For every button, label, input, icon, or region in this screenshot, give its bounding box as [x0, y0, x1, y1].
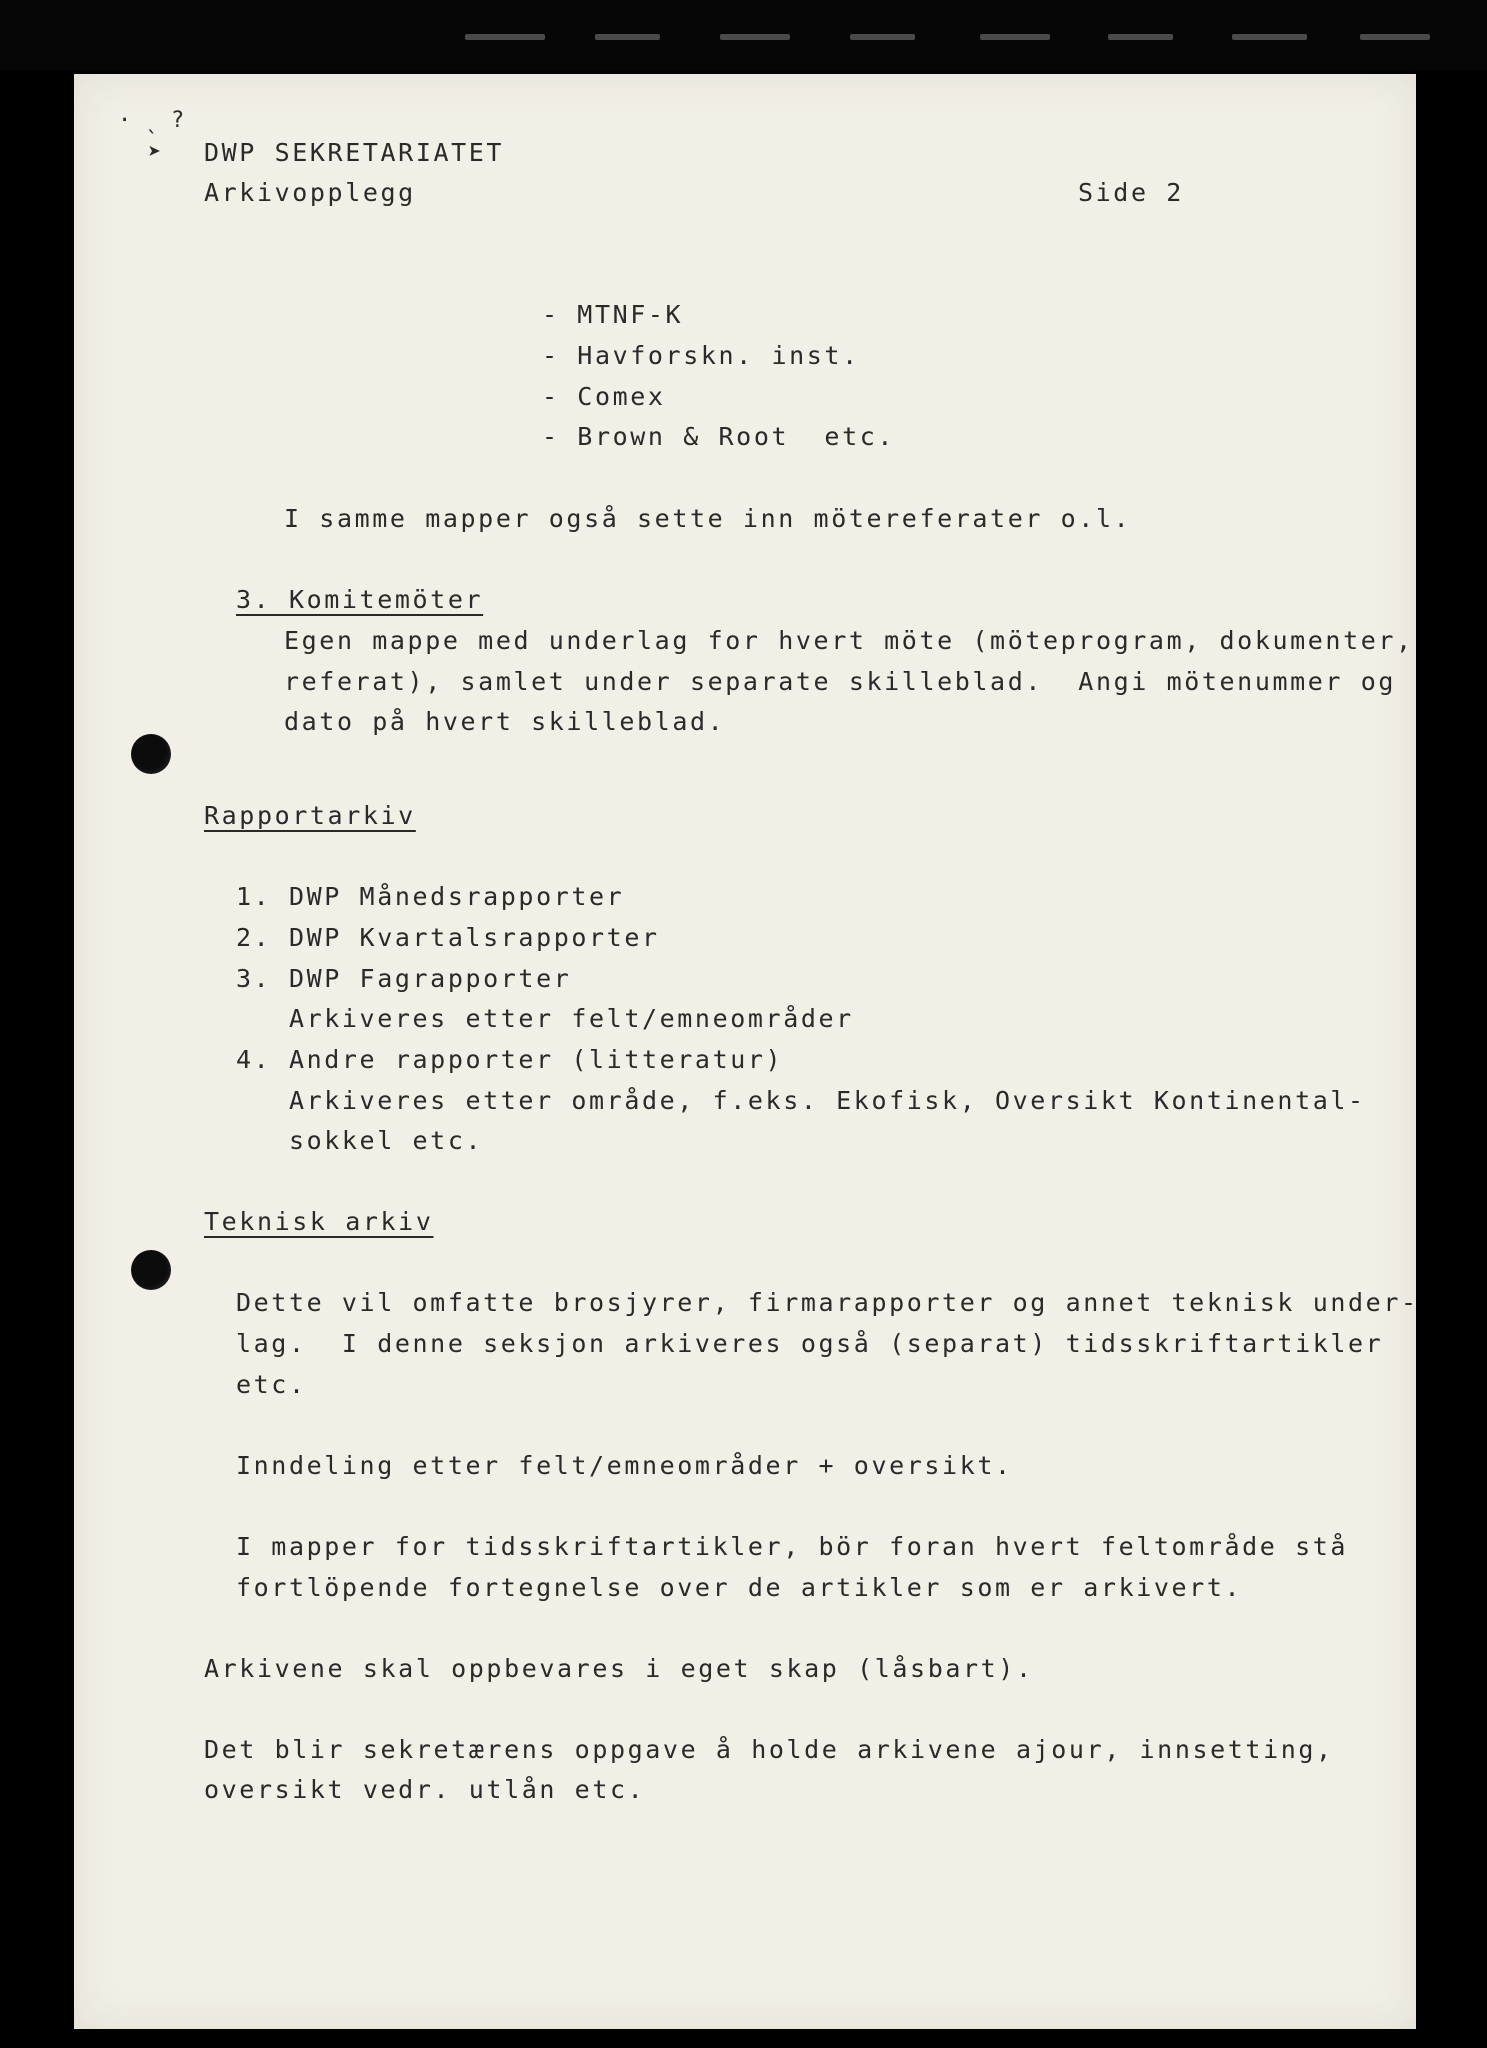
paragraph-line: referat), samlet under separate skilleblad. Angi mötenummer og	[284, 667, 1397, 696]
scanner-border	[0, 0, 1487, 70]
section-heading-committee: 3. Komitemöter	[236, 585, 484, 614]
ruler-tick	[850, 34, 915, 40]
list-item: sokkel etc.	[236, 1126, 484, 1155]
document-title: Arkivopplegg	[204, 178, 416, 207]
paragraph-line: lag. I denne seksjon arkiveres også (separat) tidsskriftartikler	[236, 1329, 1384, 1358]
punch-hole	[131, 1250, 171, 1290]
paragraph-line: I mapper for tidsskriftartikler, bör foran hvert feltområde stå	[236, 1532, 1349, 1561]
list-item: - MTNF-K	[542, 300, 684, 329]
arrow-mark-icon: ➤	[148, 140, 162, 165]
ruler-tick	[720, 34, 790, 40]
page-number: Side 2	[1078, 178, 1184, 207]
ruler-tick	[980, 34, 1050, 40]
list-item: 1. DWP Månedsrapporter	[236, 882, 625, 911]
ruler-tick	[465, 34, 545, 40]
document-page	[74, 74, 1419, 2029]
list-item: - Brown & Root etc.	[542, 422, 896, 451]
list-item: Arkiveres etter område, f.eks. Ekofisk, Oversikt Kontinental-	[236, 1086, 1366, 1115]
ruler-tick	[1360, 34, 1430, 40]
org-name: DWP SEKRETARIATET	[204, 138, 505, 167]
punch-hole	[131, 734, 171, 774]
list-item: - Havforskn. inst.	[542, 341, 860, 370]
paragraph-line: Dette vil omfatte brosjyrer, firmarapporter og annet teknisk under-	[236, 1288, 1419, 1317]
paragraph-line: Det blir sekretærens oppgave å holde arkivene ajour, innsetting,	[204, 1735, 1334, 1764]
paragraph-line: etc.	[236, 1370, 307, 1399]
paragraph-line: dato på hvert skilleblad.	[284, 707, 726, 736]
list-item: Arkiveres etter felt/emneområder	[236, 1004, 854, 1033]
paragraph: I samme mapper også sette inn mötereferater o.l.	[284, 504, 1132, 533]
paragraph-line: Egen mappe med underlag for hvert möte (möteprogram, dokumenter,	[284, 626, 1414, 655]
ruler-tick	[595, 34, 660, 40]
ruler-tick	[1232, 34, 1307, 40]
paragraph-line: oversikt vedr. utlån etc.	[204, 1775, 646, 1804]
list-item: 4. Andre rapporter (litteratur)	[236, 1045, 784, 1074]
list-item: 2. DWP Kvartalsrapporter	[236, 923, 660, 952]
list-item: 3. DWP Fagrapporter	[236, 964, 572, 993]
list-item: - Comex	[542, 382, 666, 411]
paragraph-line: fortlöpende fortegnelse over de artikler som er arkivert.	[236, 1573, 1243, 1602]
section-heading-technical-archive: Teknisk arkiv	[204, 1207, 434, 1236]
ruler-tick	[1108, 34, 1173, 40]
section-heading-report-archive: Rapportarkiv	[204, 801, 416, 830]
paragraph: Arkivene skal oppbevares i eget skap (låsbart).	[204, 1654, 1034, 1683]
stray-pen-mark: · ˎ ?	[118, 108, 185, 133]
paragraph: Inndeling etter felt/emneområder + oversikt.	[236, 1451, 1013, 1480]
